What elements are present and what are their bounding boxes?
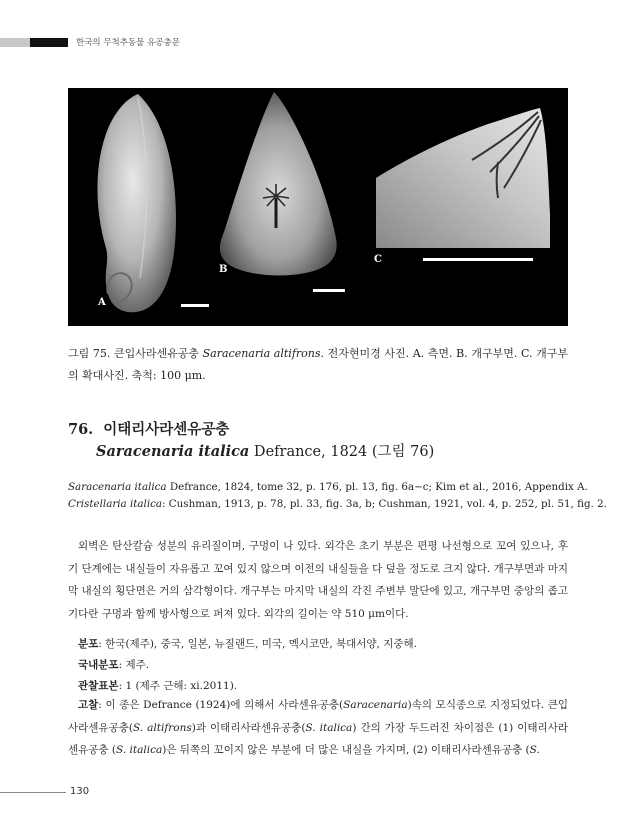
panel-label-c: C: [374, 254, 382, 265]
panel-label-b: B: [219, 264, 228, 275]
panel-a-specimen: [97, 94, 176, 312]
domestic-distribution-line: 국내분포: 제주.: [78, 659, 150, 671]
scale-bar-a: [181, 304, 209, 307]
distribution-line: 분포: 한국(제주), 중국, 일본, 뉴질랜드, 미국, 멕시코만, 북대서양, 지중해.: [78, 638, 418, 650]
header-black-bar: [30, 38, 68, 47]
running-title: 한국의 무척추동물 유공충문: [76, 38, 180, 48]
sem-figure: [68, 88, 568, 326]
panel-label-a: A: [98, 297, 106, 308]
panel-c-specimen: [376, 108, 550, 248]
scale-bar-c: [423, 258, 533, 261]
examined-specimen-line: 관찰표본: 1 (제주 근해: xi.2011).: [78, 680, 238, 692]
section-heading: 76. 이태리사라센유공충: [68, 421, 230, 438]
panel-b-specimen: [220, 92, 337, 276]
synonym-line: Cristellaria italica: Cushman, 1913, p. 78, pl. 33, fig. 3a, b; Cushman, 1921, vol. 4, p. 252, pl. 51, fig. 2.: [68, 498, 607, 510]
section-scientific-name: Saracenaria italica Defrance, 1824 (그림 76): [96, 443, 435, 460]
sem-micrographs: [68, 88, 568, 326]
header-grey-bar: [0, 38, 30, 47]
footer-rule: [0, 792, 66, 793]
synonym-line: Saracenaria italica Defrance, 1824, tome 32, p. 176, pl. 13, fig. 6a−c; Kim et al., 2016, Appendix A.: [68, 481, 588, 493]
figure-caption: 그림 75. 큰입사라센유공충 Saracenaria altifrons. 전자현미경 사진. A. 측면. B. 개구부면. C. 개구부의 확대사진. 축척: 100 μm.: [68, 347, 568, 382]
description-paragraph: 외벽은 탄산칼슘 성분의 유리질이며, 구멍이 나 있다. 외각은 초기 부분은 편평 나선형으로 꼬여 있으나, 후기 단계에는 내실들이 자유롭고 꼬여 있지 않으며 이전의 내실들을 다 덮을 정도로 크지 않다. 개구부면과 마지막 내실의 횡단면은 거의 삼각형이다. 개구부는 마지막 내실의 각진 주변부 말단에 있고, 개구부면 중앙의 좁고 기다란 구멍과 함께 방사형으로 퍼져 있다. 외각의 길이는 약 510 μm이다.: [68, 540, 568, 620]
page-number: 130: [70, 786, 90, 797]
remarks-paragraph: 고찰: 이 종은 Defrance (1924)에 의해서 사라센유공충(Saracenaria)속의 모식종으로 지정되었다. 큰입사라센유공충(S. altifrons)과 이태리사라센유공충(S. italica) 간의 가장 두드러진 차이점은 (1) 이태리사라센유공충 (S. italica)은 뒤쪽의 꼬이지 않은 부분에 더 많은 내실을 가지며, (2) 이태리사라센유공충 (S.: [68, 699, 568, 756]
scale-bar-b: [313, 289, 345, 292]
